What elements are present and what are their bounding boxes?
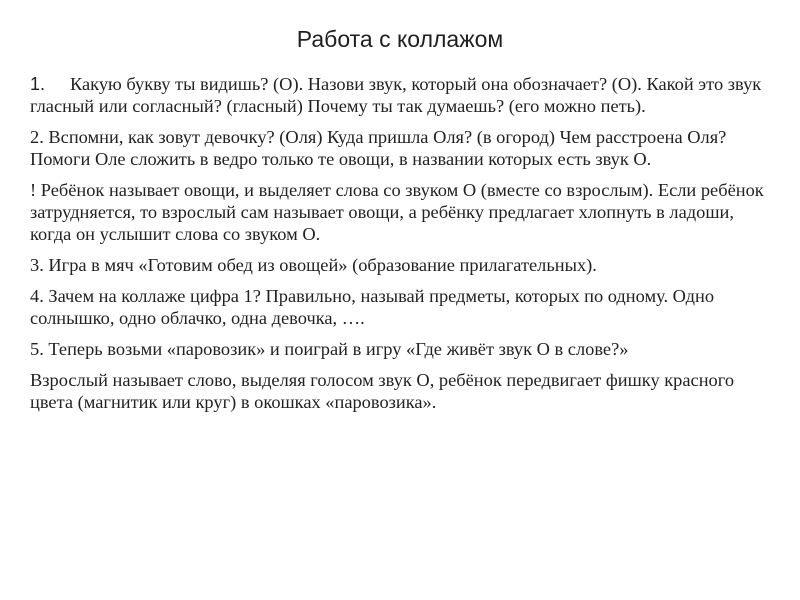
- paragraph-instruction: Взрослый называет слово, выделяя голосом звук О, ребёнок передвигает фишку красного цвета (магнитик или круг) в окошках «паровозика».: [30, 370, 735, 412]
- paragraph-item-2: 2. Вспомни, как зовут девочку? (Оля) Куда пришла Оля? (в огород) Чем расстроена Оля? Помоги Оле сложить в ведро только те овощи, в названии которых есть звук О.: [30, 127, 727, 169]
- slide-content: [30, 73, 775, 422]
- paragraph-note: ! Ребёнок называет овощи, и выделяет слова со звуком О (вместе со взрослым). Если ребёнок затрудняется, то взрослый сам называет овощи, а ребёнку предлагает хлопнуть в ладоши, когда он услышит слова со звуком О.: [30, 180, 764, 244]
- slide-title: Работа с коллажом: [296, 26, 504, 52]
- paragraph-item-5: 5. Теперь возьми «паровозик» и поиграй в игру «Где живёт звук О в слове?»: [30, 339, 629, 359]
- paragraph-item-4: 4. Зачем на коллаже цифра 1? Правильно, называй предметы, которых по одному. Одно солнышко, одно облачко, одна девочка, ….: [30, 286, 715, 328]
- list-number: 1.: [30, 74, 46, 94]
- paragraph-text: Какую букву ты видишь? (О). Назови звук, который она обозначает? (О). Какой это звук гласный или согласный? (гласный) Почему ты так думаешь? (его можно петь).: [30, 74, 762, 116]
- paragraph-item-3: 3. Игра в мяч «Готовим обед из овощей» (образование прилагательных).: [30, 255, 597, 275]
- paragraph-item-1: [30, 73, 775, 117]
